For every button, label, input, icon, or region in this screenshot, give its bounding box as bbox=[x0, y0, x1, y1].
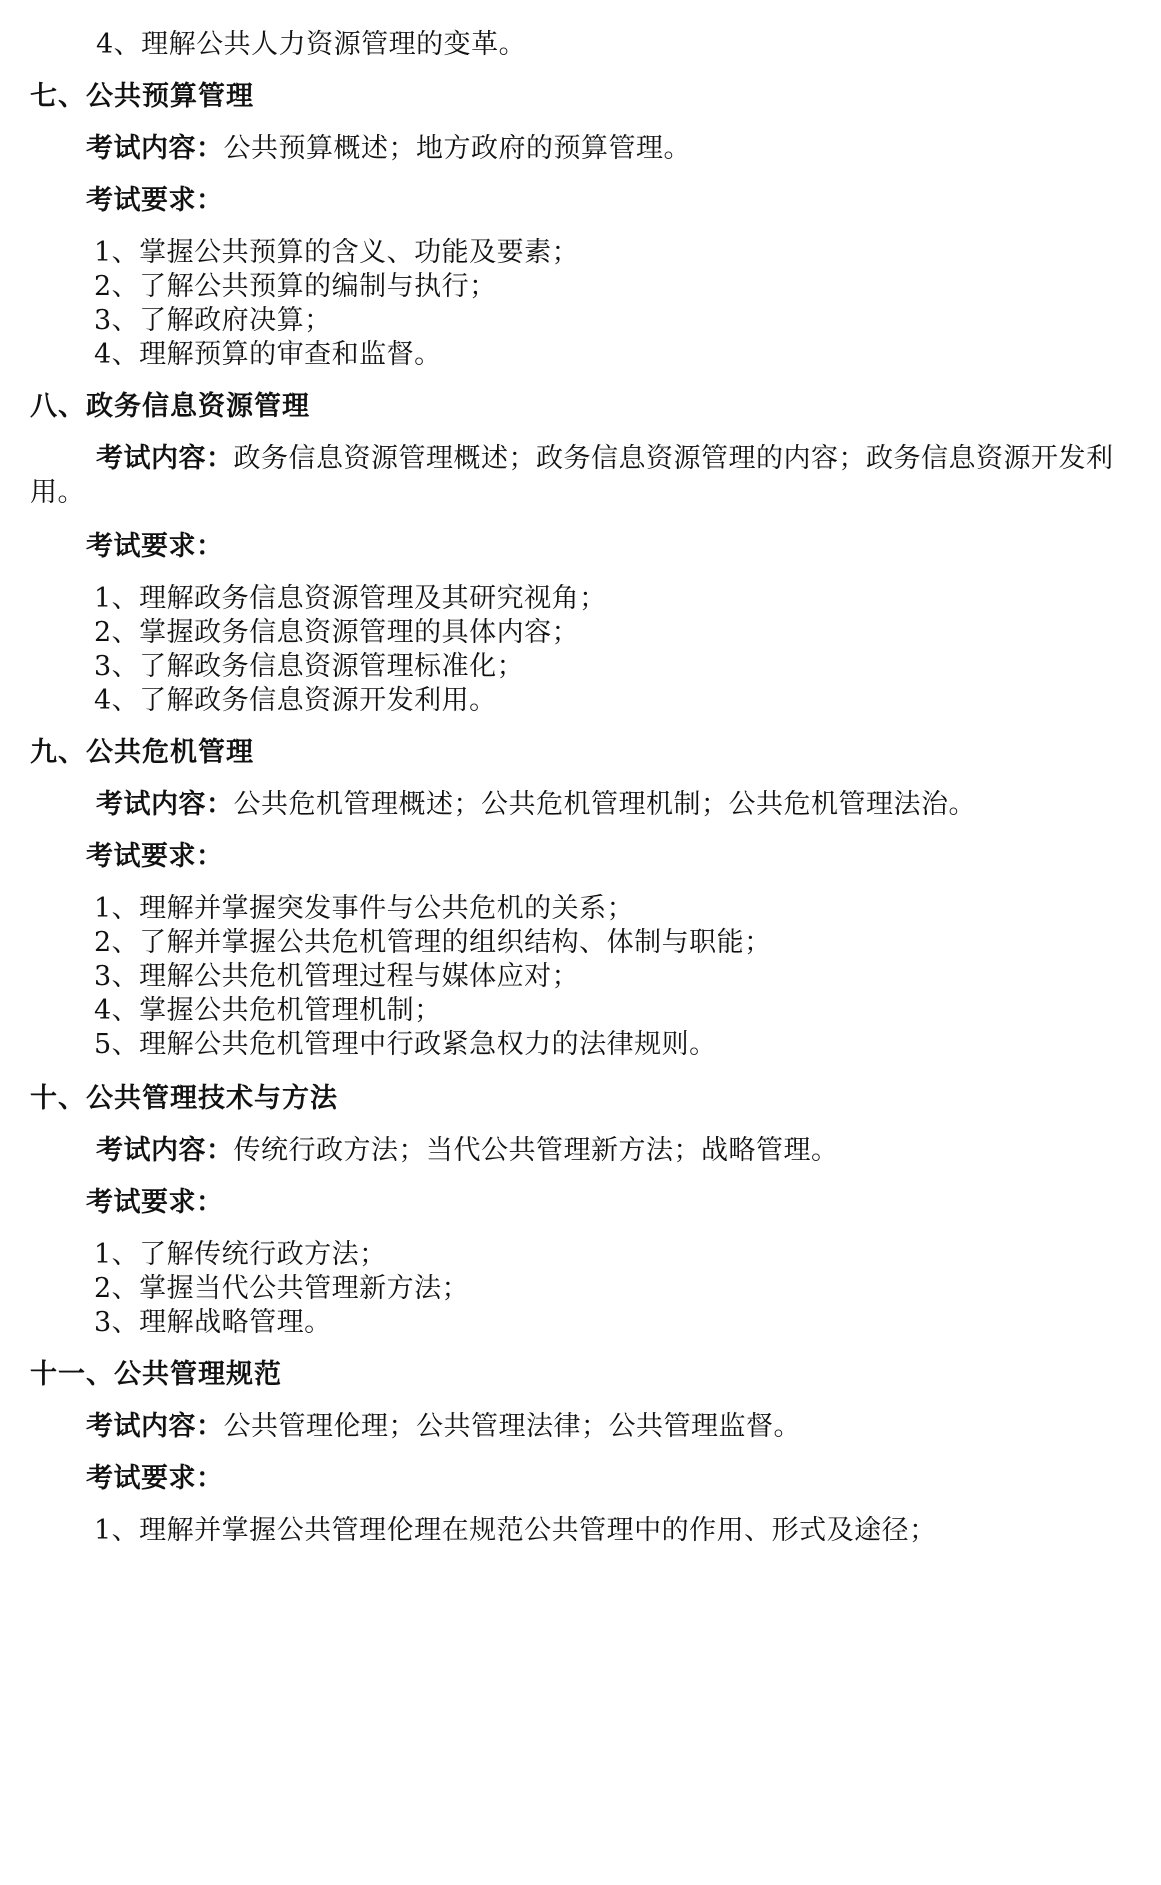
list-item: 2、掌握当代公共管理新方法； bbox=[94, 1273, 470, 1304]
exam-content-label: 考试内容： bbox=[96, 789, 234, 820]
list-item: 4、了解政务信息资源开发利用。 bbox=[94, 685, 497, 716]
list-item: 1、理解政务信息资源管理及其研究视角； bbox=[94, 583, 607, 614]
exam-content-continuation: 用。 bbox=[30, 477, 85, 508]
exam-content-line bbox=[86, 132, 691, 166]
section-heading: 十一、公共管理规范 bbox=[30, 1359, 282, 1390]
list-item: 1、理解并掌握突发事件与公共危机的关系； bbox=[94, 893, 635, 924]
exam-content-text: 公共危机管理概述；公共危机管理机制；公共危机管理法治。 bbox=[233, 789, 976, 820]
list-item: 4、掌握公共危机管理机制； bbox=[94, 995, 442, 1026]
list-item: 3、了解政府决算； bbox=[94, 305, 332, 336]
exam-content-line bbox=[96, 442, 1114, 476]
list-item: 3、理解公共危机管理过程与媒体应对； bbox=[94, 961, 580, 992]
list-item: 1、理解并掌握公共管理伦理在规范公共管理中的作用、形式及途径； bbox=[94, 1515, 937, 1546]
list-item: 4、理解公共人力资源管理的变革。 bbox=[96, 29, 527, 60]
exam-content-label: 考试内容： bbox=[96, 443, 234, 474]
section-heading: 十、公共管理技术与方法 bbox=[30, 1083, 338, 1114]
section-heading: 七、公共预算管理 bbox=[30, 81, 254, 112]
list-item: 2、掌握政务信息资源管理的具体内容； bbox=[94, 617, 580, 648]
list-item: 1、掌握公共预算的含义、功能及要素； bbox=[94, 237, 580, 268]
exam-content-text: 政务信息资源管理概述；政务信息资源管理的内容；政务信息资源开发利 bbox=[233, 443, 1114, 474]
exam-content-label: 考试内容： bbox=[86, 1411, 224, 1442]
exam-requirements-label: 考试要求： bbox=[86, 1187, 224, 1218]
list-item: 5、理解公共危机管理中行政紧急权力的法律规则。 bbox=[94, 1029, 717, 1060]
exam-content-text: 公共管理伦理；公共管理法律；公共管理监督。 bbox=[223, 1411, 801, 1442]
exam-content-line bbox=[96, 788, 976, 822]
exam-requirements-label: 考试要求： bbox=[86, 185, 224, 216]
list-item: 3、理解战略管理。 bbox=[94, 1307, 332, 1338]
exam-requirements-label: 考试要求： bbox=[86, 531, 224, 562]
exam-content-line bbox=[86, 1410, 801, 1444]
list-item: 4、理解预算的审查和监督。 bbox=[94, 339, 442, 370]
list-item: 1、了解传统行政方法； bbox=[94, 1239, 387, 1270]
list-item: 2、了解并掌握公共危机管理的组织结构、体制与职能； bbox=[94, 927, 772, 958]
exam-content-label: 考试内容： bbox=[86, 133, 224, 164]
exam-content-line bbox=[96, 1134, 839, 1168]
exam-content-label: 考试内容： bbox=[96, 1135, 234, 1166]
list-item: 2、了解公共预算的编制与执行； bbox=[94, 271, 497, 302]
exam-content-text: 公共预算概述；地方政府的预算管理。 bbox=[223, 133, 691, 164]
section-heading: 八、政务信息资源管理 bbox=[30, 391, 310, 422]
exam-content-text: 传统行政方法；当代公共管理新方法；战略管理。 bbox=[233, 1135, 839, 1166]
exam-requirements-label: 考试要求： bbox=[86, 841, 224, 872]
section-heading: 九、公共危机管理 bbox=[30, 737, 254, 768]
exam-requirements-label: 考试要求： bbox=[86, 1463, 224, 1494]
list-item: 3、了解政务信息资源管理标准化； bbox=[94, 651, 525, 682]
